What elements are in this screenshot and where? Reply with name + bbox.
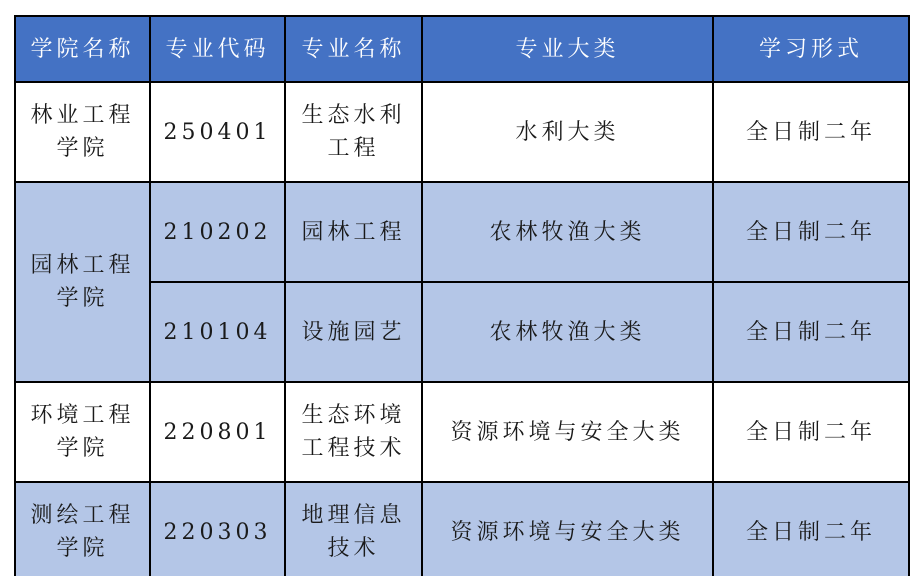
col-header-major-code: 专业代码: [150, 16, 285, 82]
cell-study-form: 全日制二年: [713, 182, 909, 282]
cell-college-name: 林业工程学院: [15, 82, 150, 182]
cell-major-code: 210104: [150, 282, 285, 382]
header-row: [15, 16, 909, 82]
cell-major-name: 园林工程: [285, 182, 422, 282]
cell-study-form: 全日制二年: [713, 382, 909, 482]
major-enrollment-table: [14, 15, 910, 576]
table-row: [15, 282, 909, 382]
col-header-college-name: 学院名称: [15, 16, 150, 82]
cell-major-name: 生态水利工程: [285, 82, 422, 182]
cell-college-name-merged: 园林工程学院: [15, 182, 150, 382]
cell-study-form: 全日制二年: [713, 282, 909, 382]
cell-major-code: 220801: [150, 382, 285, 482]
cell-major-category: 农林牧渔大类: [422, 182, 713, 282]
cell-major-category: 水利大类: [422, 82, 713, 182]
cell-major-code: 220303: [150, 482, 285, 576]
table-row: [15, 482, 909, 576]
cell-major-category: 农林牧渔大类: [422, 282, 713, 382]
cell-college-name: 环境工程学院: [15, 382, 150, 482]
cell-study-form: 全日制二年: [713, 82, 909, 182]
table-row: [15, 182, 909, 282]
cell-major-category: 资源环境与安全大类: [422, 382, 713, 482]
cell-major-name: 地理信息技术: [285, 482, 422, 576]
col-header-major-name: 专业名称: [285, 16, 422, 82]
cell-major-name: 设施园艺: [285, 282, 422, 382]
col-header-study-form: 学习形式: [713, 16, 909, 82]
cell-study-form: 全日制二年: [713, 482, 909, 576]
table-row: [15, 82, 909, 182]
cell-college-name: 测绘工程学院: [15, 482, 150, 576]
table-row: [15, 382, 909, 482]
cell-major-name: 生态环境工程技术: [285, 382, 422, 482]
cell-major-code: 250401: [150, 82, 285, 182]
document-page: [0, 15, 924, 576]
cell-major-code: 210202: [150, 182, 285, 282]
col-header-major-category: 专业大类: [422, 16, 713, 82]
cell-major-category: 资源环境与安全大类: [422, 482, 713, 576]
